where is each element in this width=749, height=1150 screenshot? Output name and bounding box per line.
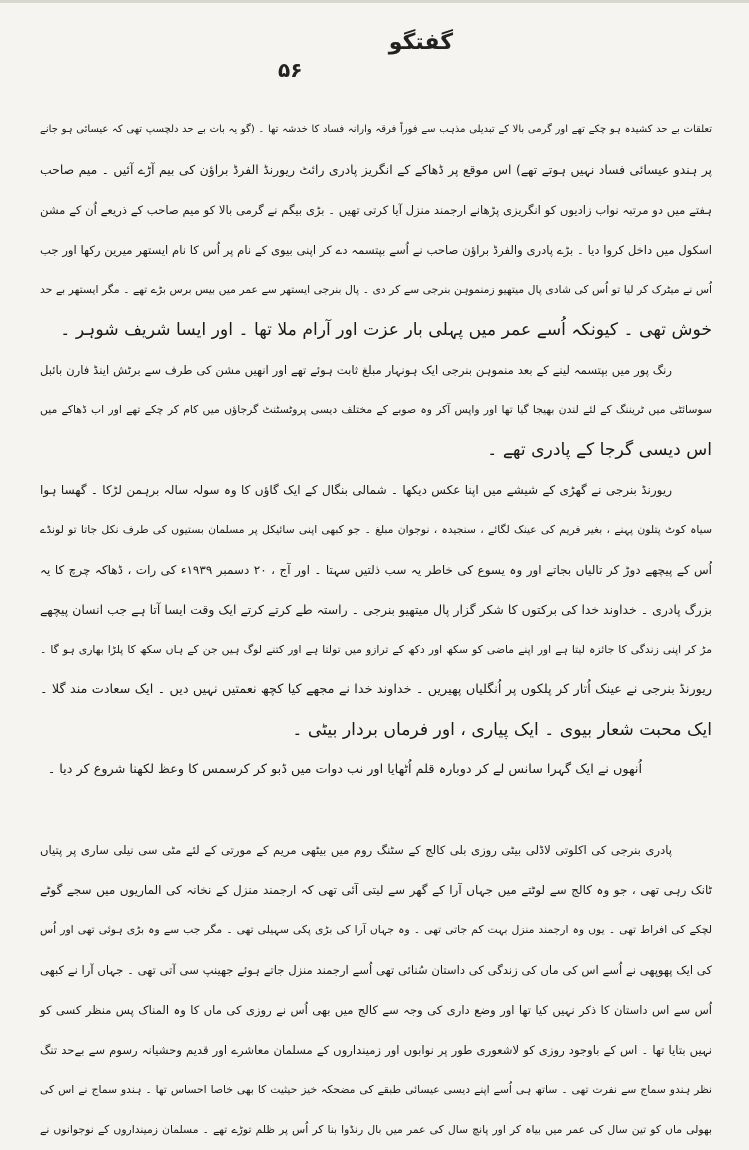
text-line: مڑ کر اپنی زندگی کا جائزہ لیتا ہے اور اپنے ماضی کو سکھ اور دکھ کے ترازو میں تولتا ہے اور کتنے لوگ ہیں جن کے ہاں سکھ کا پلڑا بھاری ہو گا ۔ bbox=[40, 643, 712, 656]
text-line: لچکے کی افراط تھی ۔ یوں وہ ارجمند منزل بہت کم جاتی تھی ۔ وہ جہاں آرا کی بڑی پکی سہیلی تھی ۔ مگر جب سے وہ بڑی ہوئی تھی اور اُس bbox=[40, 923, 712, 936]
paragraph bbox=[40, 470, 712, 750]
page-body bbox=[40, 110, 712, 1136]
text-line: اس دیسی گرجا کے پادری تھے ۔ bbox=[487, 440, 712, 460]
text-line: اُس سے اس داستان کا ذکر نہیں کیا تھا اور وضع داری کی وجہ سے کالج میں بھی اُس نے روزی کی ماں کا وہ المناک پس منظر کسی کو bbox=[40, 1003, 712, 1017]
text-line: اُس کے پیچھے دوڑ کر تالیاں بجاتے اور وہ یسوع کی خاطر یہ سب ذلتیں سہتا ۔ اور آج ، ۲۰ دسمبر ۱۹۳۹ء کی رات ، ڈھاکہ چرچ کا یہ bbox=[40, 563, 712, 577]
text-line: ٹانک رہی تھی ، جو وہ کالج سے لوٹتے میں جہاں آرا کے گھر سے لیتی آئی تھی کہ ارجمند منزل کے نخانہ کی الماریوں میں سجے گوٹے bbox=[40, 883, 712, 897]
text-line: اسکول میں داخل کروا دیا ۔ بڑے پادری والفرڈ براؤن صاحب نے اُسے بپتسمہ دے کر اپنی بیوی کے نام پر اُس کا نام ایستھر میرین رکھا اور جب bbox=[40, 243, 712, 257]
text-line: اُنھوں نے ایک گہرا سانس لے کر دوبارہ قلم اُٹھایا اور نب دوات میں ڈبو کر کرسمس کا وعظ لکھنا شروع کر دیا ۔ bbox=[47, 762, 642, 777]
page-top-edge bbox=[0, 0, 749, 3]
text-line: نظر ہندو سماج سے نفرت تھی ۔ ساتھ ہی اُسے اپنے دیسی عیسائی طبقے کی مضحکہ خیز حیثیت کا بھی خاصا احساس تھا ۔ ہندو سماج نے اس کی bbox=[40, 1083, 712, 1096]
paragraph bbox=[40, 750, 712, 790]
text-line: سیاہ کوٹ پتلون پہنے ، بغیر فریم کی عینک لگائے ، سنجیدہ ، نوجوان مبلغ ۔ جو کبھی اپنی سائیکل پر مسلمان بستیوں کی طرف نکل جاتا تو لونڈے bbox=[40, 523, 712, 536]
paragraph bbox=[40, 350, 712, 470]
text-line: ایک محبت شعار بیوی ۔ ایک پیاری ، اور فرماں بردار بیٹی ۔ bbox=[292, 720, 712, 740]
paragraph bbox=[40, 830, 712, 1150]
page-number: ۵۶ bbox=[278, 58, 303, 82]
page-header bbox=[0, 30, 749, 82]
text-line: پر ہندو عیسائی فساد نہیں ہوتے تھے) اس موقع پر ڈھاکے کے انگریز پادری رائٹ ریورنڈ الفرڈ براؤن کی بیم آڑے آئیں ۔ میم صاحب bbox=[40, 162, 712, 177]
paragraph bbox=[40, 110, 712, 350]
section-break bbox=[40, 790, 712, 830]
text-line: اُس نے میٹرک کر لیا تو اُس کی شادی پال میتھیو زمنموہن بنرجی سے کر دی ۔ پال بنرجی ایستھر سے عمر میں بیس برس بڑے تھے ۔ مگر ایستھر بے حد bbox=[40, 283, 712, 296]
text-line: رنگ پور میں بپتسمہ لینے کے بعد منموہن بنرجی ایک ہونہار مبلغ ثابت ہوئے تھے اور انھیں مشن کی طرف سے برٹش اینڈ فارن بائبل bbox=[40, 363, 672, 377]
text-line: ہفتے میں دو مرتبہ نواب زادیوں کو انگریزی پڑھانے ارجمند منزل آیا کرتی تھیں ۔ بڑی بیگم نے گرمی بالا کو میم صاحب کے ذریعے اُن کے مشن bbox=[40, 203, 712, 217]
text-line: بھولی ماں کو تین سال کی عمر میں بیاہ کر اور پانچ سال کی عمر میں بال رنڈوا بنا کر اُس پر ظلم توڑے تھے ۔ مسلمان زمینداروں کے نوجوانوں نے bbox=[40, 1123, 712, 1136]
running-title: گفتگو bbox=[388, 30, 453, 55]
text-line: خوش تھی ۔ کیونکہ اُسے عمر میں پہلی بار عزت اور آرام ملا تھا ۔ اور ایسا شریف شوہر ۔ bbox=[60, 320, 712, 340]
text-line: ریورنڈ بنرجی نے گھڑی کے شیشے میں اپنا عکس دیکھا ۔ شمالی بنگال کے ایک گاؤں کا وہ سولہ سالہ برہمن لڑکا ۔ گھسا ہوا bbox=[40, 483, 672, 497]
text-line: نہیں بتایا تھا ۔ اس کے باوجود روزی کو لاشعوری طور پر نوابوں اور زمینداروں کے مسلمان معاشرے اور قدیم وحشیانہ رسوم سے بےحد تنگ bbox=[40, 1043, 712, 1057]
text-line: پادری بنرجی کی اکلوتی لاڈلی بیٹی روزی بلی کالج کے سٹنگ روم میں بیٹھی مریم کے مورتی کے لئے مٹی سی نیلی ساری پر پتیاں bbox=[40, 843, 672, 857]
text-line: تعلقات بے حد کشیدہ ہو چکے تھے اور گرمی بالا کے تبدیلی مذہب سے فوراً فرقہ وارانہ فساد کا خدشہ تھا ۔ (گو یہ بات بے حد دلچسپ تھی کہ عیسائی ہو جانے bbox=[40, 124, 712, 135]
text-line: بزرگ پادری ۔ خداوند خدا کی برکتوں کا شکر گزار پال میتھیو بنرجی ۔ راستہ طے کرتے کرتے ایک وقت ایسا آتا ہے جب انسان پیچھے bbox=[40, 602, 712, 617]
text-line: ریورنڈ بنرجی نے عینک اُتار کر پلکوں پر اُنگلیاں پھیریں ۔ خداوند خدا نے مجھے کیا کچھ نعمتیں نہیں دیں ۔ ایک سعادت مند گلا ۔ bbox=[40, 682, 712, 697]
text-line: سوسائٹی میں ٹریننگ کے لئے لندن بھیجا گیا تھا اور واپس آکر وہ صوبے کے مختلف دیسی پروٹسٹنٹ گرجاؤں میں کام کر چکے تھے اور اب ڈھاکے میں bbox=[40, 403, 712, 416]
text-line: کی ایک پھوپھی نے اُسے اس کی ماں کی زندگی کی داستان سُنائی تھی اُسے ارجمند منزل جاتے ہوئے جھینپ سی آتی تھی ۔ جہاں آرا نے کبھی bbox=[40, 963, 712, 977]
